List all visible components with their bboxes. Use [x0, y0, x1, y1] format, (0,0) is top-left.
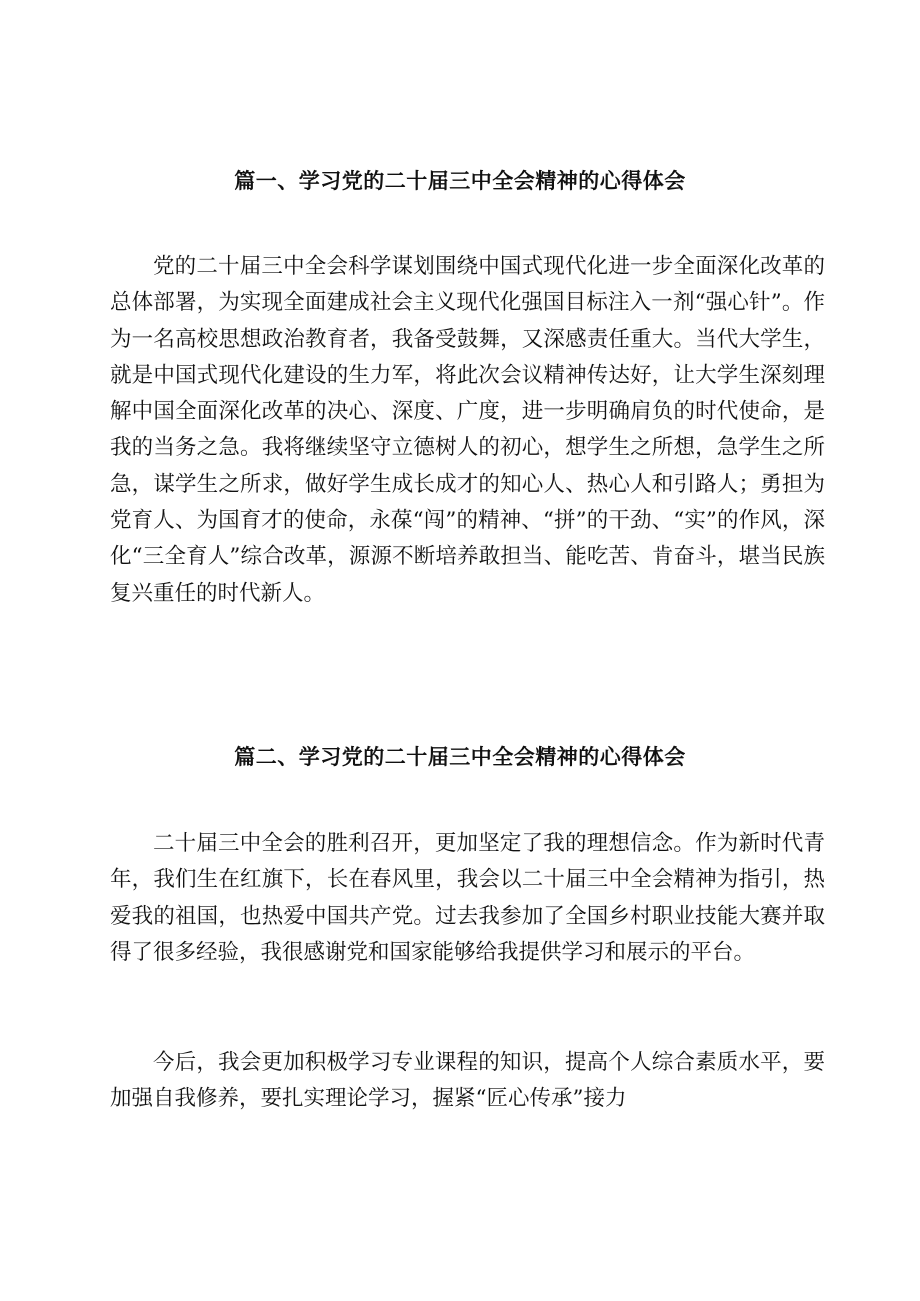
section-1-paragraph: 党的二十届三中全会科学谋划围绕中国式现代化进一步全面深化改革的总体部署，为实现全面建成社会主义现代化强国目标注入一剂“强心针”。作为一名高校思想政治教育者，我备受鼓舞，又深感责任重大。当代大学生，就是中国式现代化建设的生力军，将此次会议精神传达好，让大学生深刻理解中国全面深化改革的决心、深度、广度，进一步明确肩负的时代使命，是我的当务之急。我将继续坚守立德树人的初心，想学生之所想，急学生之所急，谋学生之所求，做好学生成长成才的知心人、热心人和引路人；勇担为党育人、为国育才的使命，永葆“闯”的精神、“拼”的干劲、“实”的作风，深化“三全育人”综合改革，源源不断培养敢担当、能吃苦、肯奋斗，堪当民族复兴重任的时代新人。	[110, 254, 825, 606]
section-2-heading: 篇二、学习党的二十届三中全会精神的心得体会	[234, 745, 686, 769]
section-1-heading: 篇一、学习党的二十届三中全会精神的心得体会	[234, 169, 686, 193]
section-2-paragraph-2: 今后，我会更加积极学习专业课程的知识，提高个人综合素质水平，要加强自我修养，要扎实理论学习，握紧“匠心传承”接力	[110, 1050, 825, 1112]
section-2-paragraph-1: 二十届三中全会的胜利召开，更加坚定了我的理想信念。作为新时代青年，我们生在红旗下，长在春风里，我会以二十届三中全会精神为指引，热爱我的祖国，也热爱中国共产党。过去我参加了全国乡村职业技能大赛并取得了很多经验，我很感谢党和国家能够给我提供学习和展示的平台。	[110, 831, 825, 965]
